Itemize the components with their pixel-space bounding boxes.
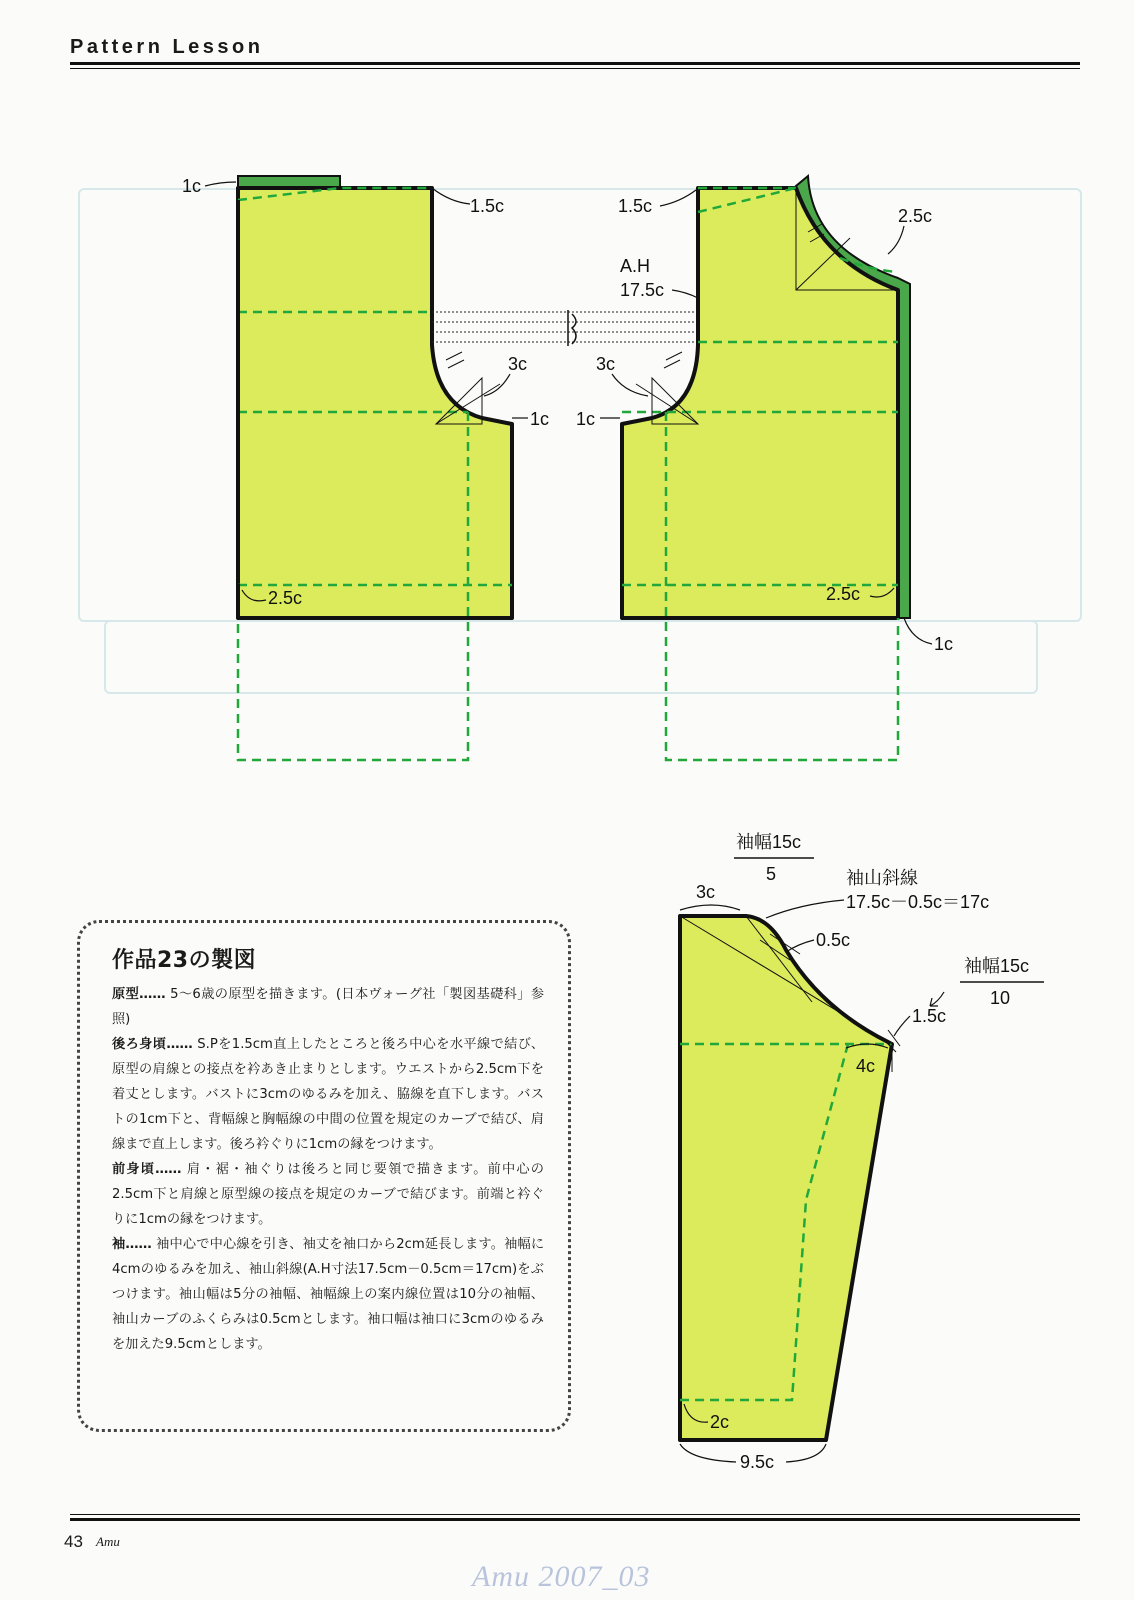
instruction-paragraph-front bbox=[112, 1157, 544, 1232]
back-bodice-piece bbox=[238, 188, 512, 618]
footer-rule-thin bbox=[70, 1514, 1080, 1515]
instruction-body: 袖中心で中心線を引き、袖丈を袖口から2cm延長します。袖幅に4cmのゆるみを加え、袖山斜線(A.H寸法17.5cm－0.5cm＝17cm)をぶつけます。袖山幅は5分の袖幅、袖幅線上の案内線位置は10分の袖幅、袖山カーブのふくらみは0.5cmとします。袖口幅は袖口に3cmのゆるみを加えた9.5cmとします。 bbox=[112, 1237, 545, 1352]
instruction-paragraph-back bbox=[112, 1032, 544, 1157]
front-bodice-piece bbox=[622, 188, 898, 618]
sleeve-curve-bulge-label: 0.5c bbox=[816, 930, 851, 950]
instruction-head: 原型…… bbox=[112, 987, 166, 1002]
front-trim-label: 1c bbox=[934, 634, 954, 654]
sleeve-width-frac1-den: 5 bbox=[766, 864, 777, 884]
front-hem-extend-label: 2.5c bbox=[826, 584, 861, 604]
back-neck-trim-label: 1c bbox=[182, 176, 202, 196]
instruction-head: 袖…… bbox=[112, 1237, 152, 1252]
instruction-body: 肩・裾・袖ぐりは後ろと同じ要領で描きます。前中心の2.5cm下と肩線と原型線の接点を規定のカーブで結びます。前端と衿ぐりに1cmの縁をつけます。 bbox=[112, 1162, 544, 1227]
sleeve-width-frac2-den: 10 bbox=[990, 988, 1011, 1008]
back-armhole-drop-label: 1c bbox=[530, 409, 550, 429]
instruction-head: 後ろ身頃…… bbox=[112, 1037, 193, 1052]
front-shoulder-raise-label: 1.5c bbox=[618, 196, 653, 216]
sleeve-width-frac2-num: 袖幅15c bbox=[964, 956, 1030, 976]
page-number: 43 bbox=[64, 1532, 83, 1551]
magazine-brand: Amu bbox=[96, 1534, 120, 1549]
sleeve-pattern bbox=[680, 832, 1044, 1472]
instructions-box bbox=[77, 920, 571, 1432]
bust-connector-lines bbox=[432, 312, 698, 342]
front-armhole-ease-label: 3c bbox=[596, 354, 616, 374]
sleeve-cap-height-label: 3c bbox=[696, 882, 716, 902]
sleeve-width-frac1-num: 袖幅15c bbox=[736, 832, 802, 852]
back-hem-extend-label: 2.5c bbox=[268, 588, 303, 608]
instruction-paragraph-pattern bbox=[112, 982, 544, 1032]
instruction-head: 前身頃…… bbox=[112, 1162, 182, 1177]
scan-watermark: Amu 2007_03 bbox=[472, 1560, 651, 1593]
instruction-paragraph-sleeve bbox=[112, 1232, 544, 1357]
front-neck-trim-label: 2.5c bbox=[898, 206, 933, 226]
sleeve-slope-formula: 17.5c－0.5c＝17c bbox=[846, 892, 990, 912]
instruction-body: 5～6歳の原型を描きます。(日本ヴォーグ社「製図基礎科」参照) bbox=[112, 987, 545, 1027]
sleeve-width-ease-label: 4c bbox=[856, 1056, 876, 1076]
back-shoulder-raise-label: 1.5c bbox=[470, 196, 505, 216]
front-bodice-pattern bbox=[576, 176, 953, 760]
front-armhole-value-label: 17.5c bbox=[620, 280, 665, 300]
sleeve-piece bbox=[680, 916, 892, 1440]
footer-rule-thick bbox=[70, 1518, 1080, 1521]
front-armhole-drop-label: 1c bbox=[576, 409, 596, 429]
back-armhole-ease-label: 3c bbox=[508, 354, 528, 374]
front-armhole-title-label: A.H bbox=[620, 256, 651, 276]
instructions-title: 作品23の製図 bbox=[112, 948, 257, 973]
sleeve-slope-title: 袖山斜線 bbox=[846, 868, 918, 888]
back-bodice-pattern bbox=[182, 176, 549, 760]
bust-connector-brace bbox=[568, 310, 576, 346]
sleeve-cuff-width-label: 9.5c bbox=[740, 1452, 775, 1472]
instruction-body: S.Pを1.5cm直上したところと後ろ中心を水平線で結び、原型の肩線との接点を衿あき止まりとします。ウエストから2.5cm下を着丈とします。バストに3cmのゆるみを加え、脇線を直下します。バストの1cm下と、背幅線と胸幅線の中間の位置を規定のカーブで結び、肩線まで直上します。後ろ衿ぐりに1cmの縁をつけます。 bbox=[112, 1037, 545, 1152]
page-header-title: Pattern Lesson bbox=[70, 36, 264, 58]
sleeve-cuff-extend-label: 2c bbox=[710, 1412, 730, 1432]
sleeve-cap-corner-label: 1.5c bbox=[912, 1006, 947, 1026]
